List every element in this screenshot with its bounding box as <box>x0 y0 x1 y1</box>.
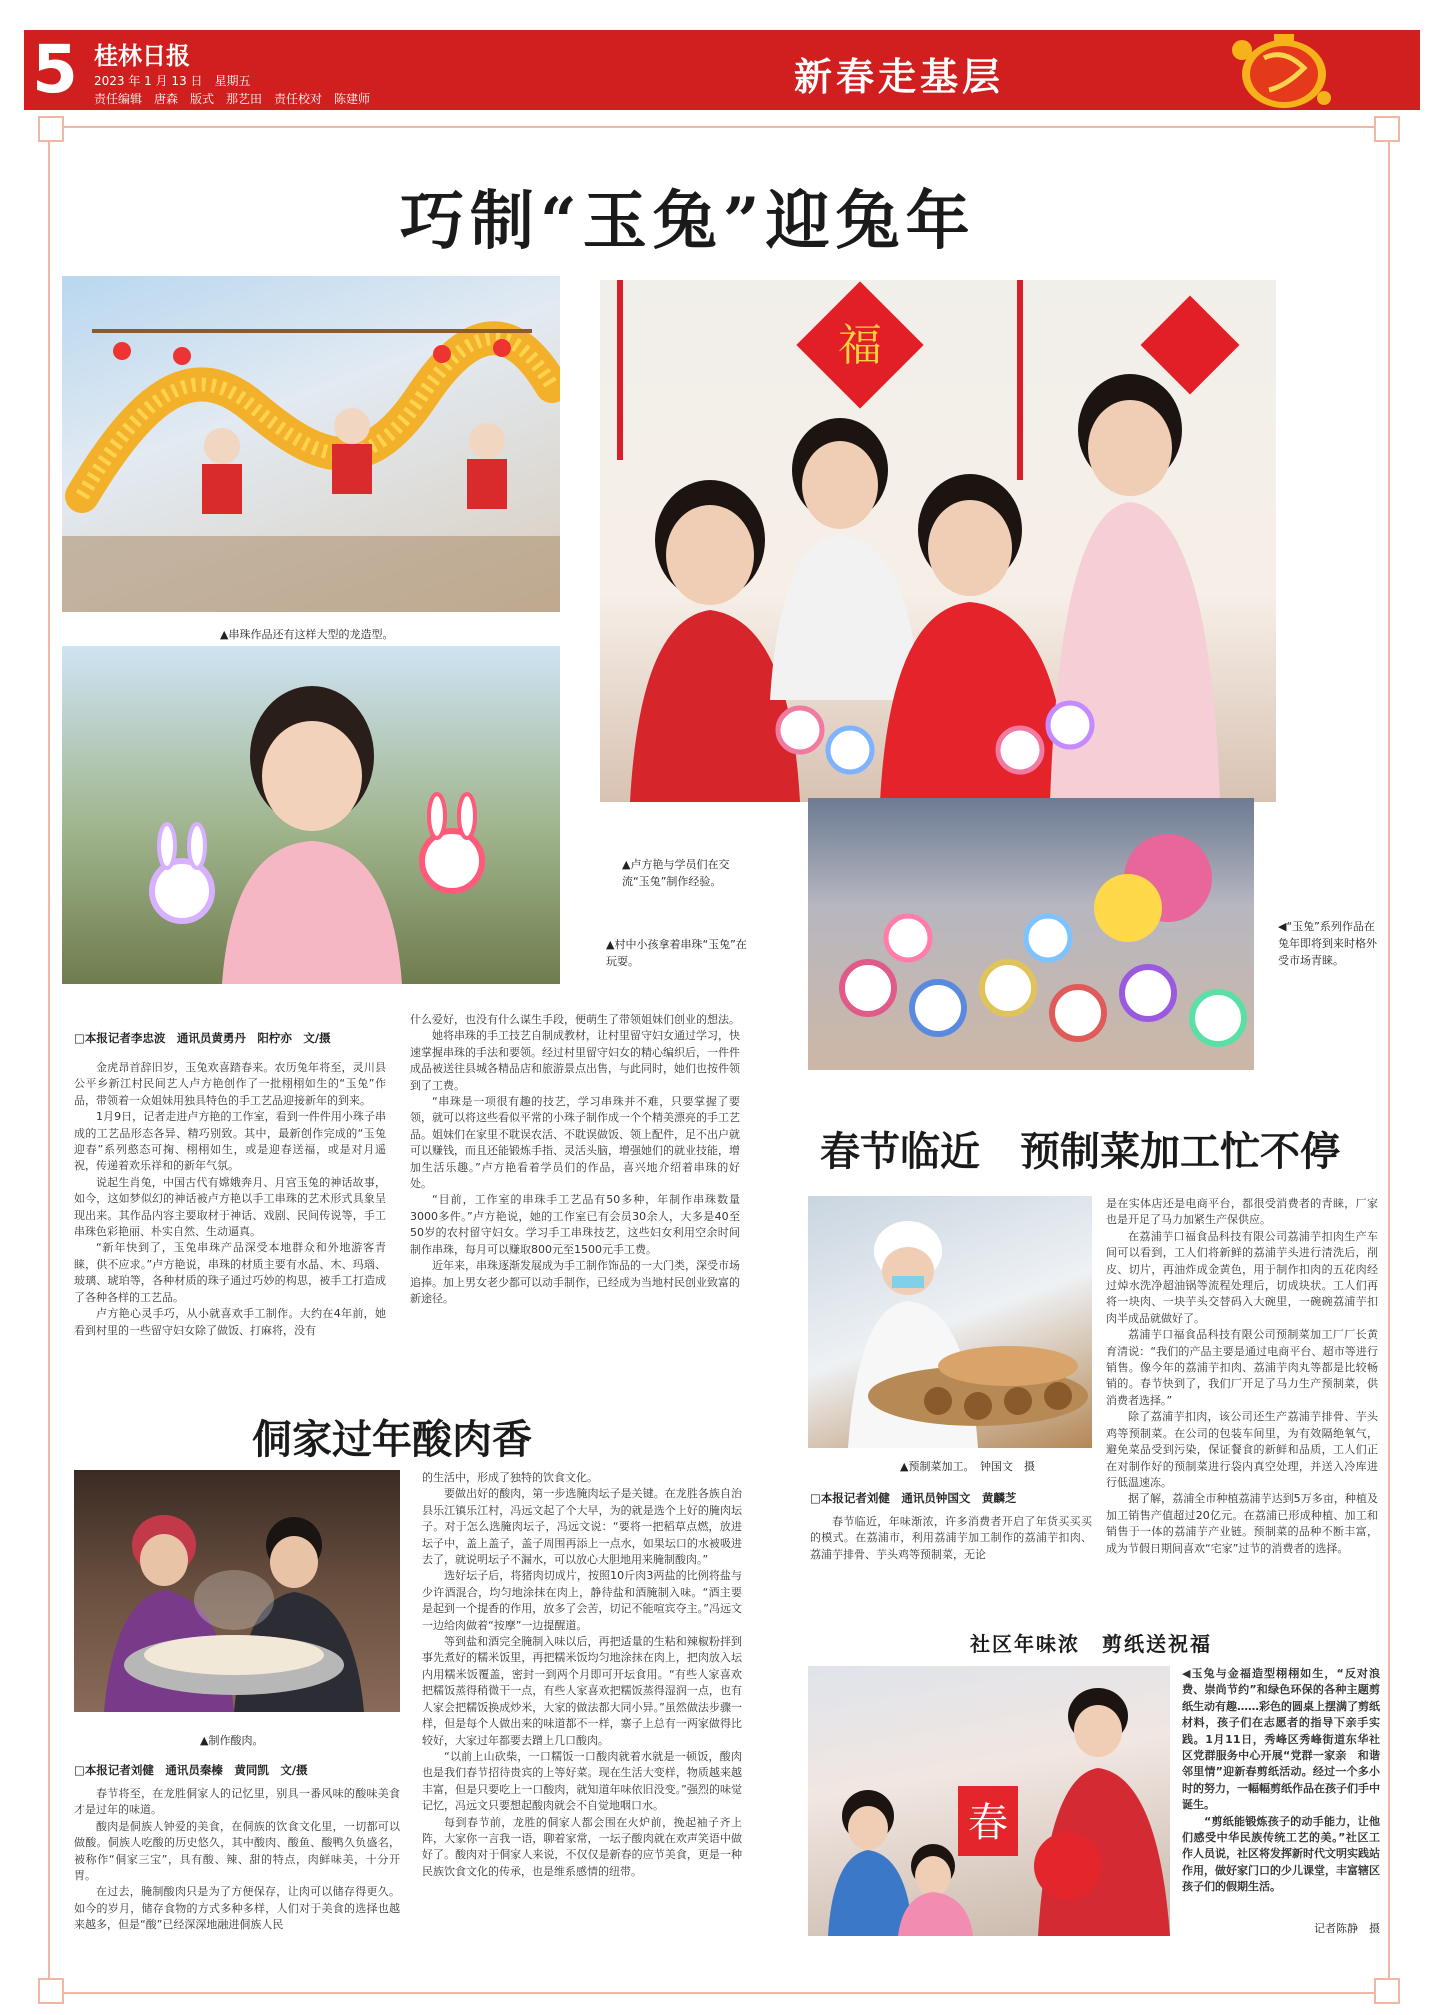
paragraph: 荔浦芋口福食品科技有限公司预制菜加工厂厂长黄育清说：“我们的产品主要是通过电商平台、超市等进行销售。像今年的荔浦芋扣肉、荔浦芋肉丸等都是比较畅销的。春节快到了，我们厂开足了马力生产预制菜，供消费者选择。” <box>1106 1328 1378 1407</box>
paragraph: 在荔浦芋口福食品科技有限公司荔浦芋扣肉生产车间可以看到，工人们将新鲜的荔浦芋头进行清洗后，削皮、切片，再油炸成金黄色，用于制作扣肉的五花肉经过焯水洗净超油锅等流程处理后，切成块状。工人们再将一块肉、一块芋头交替码入大碗里，一碗碗荔浦芋扣肉半成品就做好了。 <box>1106 1229 1378 1325</box>
paragraph: 是在实体店还是电商平台，都很受消费者的青睐，厂家也是开足了马力加紧生产保供应。 <box>1106 1197 1378 1227</box>
paragraph: 酸肉是侗族人钟爱的美食，在侗族的饮食文化里，一切都可以做酸。侗族人吃酸的历史悠久，其中酸肉、酸鱼、酸鸭久负盛名，被称作“侗家三宝”，具有酸、辣、甜的特点，肉鲜味美，十分开胃。 <box>74 1819 400 1883</box>
paragraph: 卢方艳心灵手巧，从小就喜欢手工制作。大约在4年前，她看到村里的一些留守妇女除了做饭、打麻将，没有 <box>74 1307 386 1337</box>
svg-text:春: 春 <box>968 1800 1008 1846</box>
paragraph: “剪纸能锻炼孩子的动手能力，让他们感受中华民族传统工艺的美。”社区工作人员说，社区将发挥新时代文明实践站作用，做好家门口的少儿课堂，丰富辖区孩子们的假期生活。 <box>1182 1814 1380 1894</box>
editors-line: 责任编辑 唐森 版式 那艺田 责任校对 陈建师 <box>94 92 371 106</box>
paragraph: “新年快到了，玉兔串珠产品深受本地群众和外地游客青睐，供不应求。”卢方艳说，串珠的材质主要有水晶、木、玛瑙、玻璃、琥珀等，各种材质的珠子通过巧妙的构思，被手工打造成了各种各样的工艺品。 <box>74 1241 386 1304</box>
photo-rabbit-collection <box>808 798 1254 1070</box>
photo-bead-dragon <box>62 276 560 612</box>
paragraph: 等到盐和酒完全腌制入味以后，再把适量的生粘和辣椒粉拌到事先煮好的糯米饭里，再把糯米饭均匀地涂抹在肉上，把肉放入坛内用糯米饭覆盖，密封一到两个月即可开坛食用。“有些人家喜欢把糯饭蒸得稍微干一点，有些人家喜欢把糯饭蒸得湿润一点，也有人家会把糯饭换成炒米，大家的做法都大同小异。”虽然做法步骤一样，但是每个人做出来的味道都不一样，寨子上总有一两家做得比较好，大家过年都要去蹭上几口酸肉。 <box>422 1635 742 1747</box>
byline-article2: □本报记者刘健 通讯员钟国文 黄麟芝 <box>810 1491 1017 1505</box>
paragraph: 金虎昂首辞旧岁，玉兔欢喜踏春来。农历兔年将至，灵川县公平乡新江村民间艺人卢方艳创作了一批栩栩如生的“玉兔”作品，带领着一众姐妹用独具特色的手工艺品迎接新年的到来。 <box>74 1061 386 1107</box>
paragraph: “以前上山砍柴，一口糯饭一口酸肉就着水就是一顿饭，酸肉也是我们春节招待贵宾的上等好菜。现在生活大变样，物质越来越丰富，但是只要吃上一口酸肉，就知道年味依旧没变。”强烈的味觉记忆，冯远文只要想起酸肉就会不自觉地咽口水。 <box>422 1749 742 1813</box>
caption-dragon: ▲串珠作品还有这样大型的龙造型。 <box>220 628 394 641</box>
paragraph: ◀玉兔与金福造型栩栩如生，“反对浪费、崇尚节约”和绿色环保的各种主题剪纸生动有趣……彩色的圆桌上摆满了剪纸材料，孩子们在志愿者的指导下亲手实践。1月11日，秀峰区秀峰街道东华社区党群服务中心开展“党群一家亲 和谐邻里情”迎新春剪纸活动。经过一个多小时的努力，一幅幅剪纸作品在孩子们手中诞生。 <box>1182 1667 1380 1812</box>
paragraph: 1月9日，记者走进卢方艳的工作室，看到一件件用小珠子串成的工艺品形态各异、精巧别致。其中，最新创作完成的“玉兔迎春”系列憨态可掬、栩栩如生，或是迎春送福，或是对月遥祝，传递着欢乐祥和的新年气氛。 <box>74 1110 386 1173</box>
paragraph: 说起生肖兔，中国古代有嫦娥奔月、月宫玉兔的神话故事，如今，这如梦似幻的神话被卢方艳以手工串珠的艺术形式具象呈现出来。其作品内容主要取材于神话、戏剧、民间传说等，手工串珠色彩艳丽、朴实自然、生动逼真。 <box>74 1175 386 1239</box>
article2-column-left <box>810 1514 1092 1590</box>
caption-food: ▲预制菜加工。 钟国文 摄 <box>900 1460 1035 1473</box>
page-number: 5 <box>32 31 78 108</box>
photo-child-rabbit <box>62 646 560 984</box>
date-line: 2023 年 1 月 13 日 星期五 <box>94 74 251 88</box>
lantern-icon <box>1224 28 1334 112</box>
paragraph: 她将串珠的手工技艺自制成教材，让村里留守妇女通过学习，快速掌握串珠的手法和要领。经过村里留守妇女的精心编织后，一件件成品被送往县城各精品店和旅游景点出售，与此同时，她们也按件领到了工费。 <box>410 1029 740 1092</box>
paragraph: 什么爱好，也没有什么谋生手段，便萌生了带领姐妹们创业的想法。 <box>410 1013 740 1026</box>
paragraph: 在过去，腌制酸肉只是为了方便保存，让肉可以储存得更久。如今的岁月，储存食物的方式多种多样，人们对于美食的选择也越来越多，但是“酸”已经深深地融进侗族人民 <box>74 1885 400 1932</box>
headline-paper-cutting: 社区年味浓 剪纸送祝福 <box>970 1632 1212 1656</box>
byline-article3: □本报记者刘健 通讯员秦榛 黄同凯 文/摄 <box>74 1763 308 1777</box>
article2-column-right <box>1106 1196 1378 1600</box>
paragraph: 每到春节前，龙胜的侗家人都会围在火炉前，挽起袖子齐上阵，大家你一言我一语，聊着家常，一坛子酸肉就在欢声笑语中做好了。酸肉对于侗家人来说，不仅仅是新春的应节美食，更是一种民族饮食文化的传承，也是维系感情的纽带。 <box>422 1815 742 1878</box>
photo-sour-meat <box>74 1470 400 1712</box>
frame-corner <box>38 116 64 142</box>
paragraph: 除了荔浦芋扣肉，该公司还生产荔浦芋排骨、芋头鸡等预制菜。在公司的包装车间里，为有效隔绝氧气，避免菜品受到污染，保证餐食的新鲜和品质，工人们正在对制作好的预制菜进行袋内真空处理，并送入冷库进行低温速冻。 <box>1106 1410 1378 1489</box>
paragraph: 选好坛子后，将猪肉切成片，按照10斤肉3两盐的比例将盐与少许酒混合，均匀地涂抹在肉上，静待盐和酒腌制入味。“酒主要是起到一个提香的作用，放多了会苦，切记不能喧宾夺主。”冯远文一边给肉做着“按摩”一边提醒道。 <box>422 1569 742 1632</box>
byline-article1: □本报记者李忠波 通讯员黄勇丹 阳柠亦 文/摄 <box>74 1031 331 1045</box>
article3-column-1 <box>74 1786 400 1982</box>
caption-child: ▲村中小孩拿着串珠“玉兔”在玩耍。 <box>606 938 747 968</box>
svg-text:福: 福 <box>838 320 882 371</box>
headline-sour-meat: 侗家过年酸肉香 <box>252 1416 532 1463</box>
frame-corner <box>1374 1978 1400 2004</box>
masthead: 桂林日报 <box>94 41 190 70</box>
paragraph: 春节临近，年味渐浓，许多消费者开启了年货买买买的模式。在荔浦市，利用荔浦芋加工制作的荔浦芋扣肉、荔浦芋排骨、芋头鸡等预制菜，无论 <box>810 1515 1092 1561</box>
section-title: 新春走基层 <box>794 54 1005 99</box>
photo-women-beading <box>600 280 1276 802</box>
article1-column-1 <box>74 1060 386 1380</box>
paragraph: 近年来，串珠逐渐发展成为手工制作饰品的一大门类，深受市场追捧。加上男女老少都可以动手制作，已经成为当地村民创业致富的新途径。 <box>410 1259 740 1305</box>
headline-prepared-food: 春节临近 预制菜加工忙不停 <box>820 1128 1340 1175</box>
paragraph: 据了解，荔浦全市种植荔浦芋达到5万多亩，种植及加工销售产值超过20亿元。在荔浦已形成种植、加工和销售于一体的荔浦芋产业链。预制菜的品种不断丰富，成为节假日期间喜欢“宅家”过节的消费者的选择。 <box>1106 1492 1378 1555</box>
caption-rabbits: ◀“玉兔”系列作品在兔年即将到来时格外受市场青睐。 <box>1278 920 1377 967</box>
paragraph: “目前，工作室的串珠手工艺品有50多种，年制作串珠数量3000多件。”卢方艳说，她的工作室已有会员30余人，大多是40至50岁的农村留守妇女。学习手工串珠技艺，这些妇女利用空余时间制作串珠，每月可以赚取800元至1500元手工费。 <box>410 1193 740 1256</box>
paragraph: “串珠是一项很有趣的技艺，学习串珠并不难，只要掌握了要领，就可以将这些看似平常的小珠子制作成一个个精美漂亮的手工艺品。姐妹们在家里不耽误农活、不耽误做饭、领上配件，足不出户就可以赚钱，而且还能锻炼手指、灵活头脑，增强她们的就业技能，增加生活乐趣。”卢方艳看着学员们的作品，喜兴地介绍着串珠的好处。 <box>410 1095 740 1191</box>
paragraph: 的生活中，形成了独特的饮食文化。 <box>422 1471 598 1484</box>
headline-jade-rabbit: 巧制“玉兔”迎兔年 <box>400 184 976 259</box>
paragraph: 春节将至，在龙胜侗家人的记忆里，别具一番风味的酸味美食才是过年的味道。 <box>74 1787 400 1817</box>
caption-women: ▲卢方艳与学员们在交流“玉兔”制作经验。 <box>622 858 730 888</box>
frame-corner <box>38 1978 64 2004</box>
paragraph: 要做出好的酸肉，第一步选腌肉坛子是关键。在龙胜各族自治县乐江镇乐江村，冯远文起了个大早，为的就是选个上好的腌肉坛子。对于怎么选腌肉坛子，冯远文说：“要将一把稻草点燃，放进坛子中，盖上盖子，盖子周围再添上一点水，如果坛口的水被吸进去了，就说明坛子不漏水，可以放心大胆地用来腌制酸肉。” <box>422 1487 742 1567</box>
article1-column-2 <box>410 1012 740 1380</box>
photo-paper-cutting <box>808 1666 1170 1936</box>
frame-corner <box>1374 116 1400 142</box>
caption-sour-meat: ▲制作酸肉。 <box>200 1734 264 1747</box>
page-header <box>24 30 1420 110</box>
article3-column-2 <box>422 1470 742 1982</box>
photo-credit: 记者陈静 摄 <box>1314 1922 1380 1935</box>
photo-food-processing <box>808 1196 1092 1448</box>
